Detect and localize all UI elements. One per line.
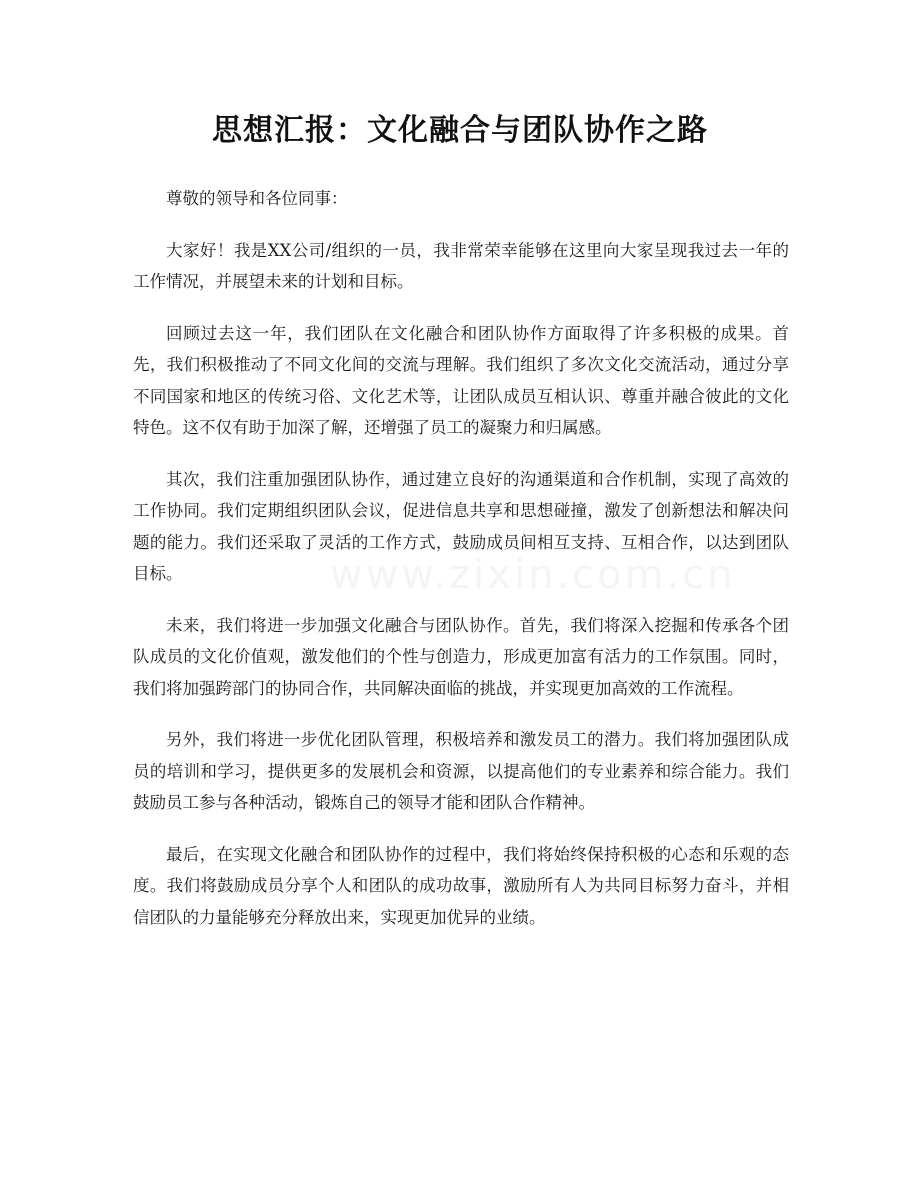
paragraph: 大家好！我是XX公司/组织的一员，我非常荣幸能够在这里向大家呈现我过去一年的工作情况，并展望未来的计划和目标。	[133, 240, 789, 291]
salutation: 尊敬的领导和各位同事：	[166, 189, 348, 208]
paragraph: 回顾过去这一年，我们团队在文化融合和团队协作方面取得了许多积极的成果。首先，我们积极推动了不同文化间的交流与理解。我们组织了多次文化交流活动，通过分享不同国家和地区的传统习俗、文化艺术等，让团队成员互相认识、尊重并融合彼此的文化特色。这不仅有助于加深了解，还增强了员工的凝聚力和归属感。	[133, 323, 789, 437]
paragraph: 未来，我们将进一步加强文化融合与团队协作。首先，我们将深入挖掘和传承各个团队成员的文化价值观，激发他们的个性与创造力，形成更加富有活力的工作氛围。同时，我们将加强跨部门的协同合作，共同解决面临的挑战，并实现更加高效的工作流程。	[133, 615, 789, 698]
paragraph: 最后，在实现文化融合和团队协作的过程中，我们将始终保持积极的心态和乐观的态度。我们将鼓励成员分享个人和团队的成功故事，激励所有人为共同目标努力奋斗，并相信团队的力量能够充分释放出来，实现更加优异的业绩。	[133, 844, 789, 927]
paragraph: 另外，我们将进一步优化团队管理，积极培养和激发员工的潜力。我们将加强团队成员的培训和学习，提供更多的发展机会和资源，以提高他们的专业素养和综合能力。我们鼓励员工参与各种活动，锻炼自己的领导才能和团队合作精神。	[133, 730, 789, 812]
paragraph: 其次，我们注重加强团队协作，通过建立良好的沟通渠道和合作机制，实现了高效的工作协同。我们定期组织团队会议，促进信息共享和思想碰撞，激发了创新想法和解决问题的能力。我们还采取了灵活的工作方式，鼓励成员间相互支持、互相合作，以达到团队目标。	[133, 469, 789, 583]
document-title: 思想汇报：文化融合与团队协作之路	[212, 113, 708, 148]
document-body	[133, 183, 789, 953]
